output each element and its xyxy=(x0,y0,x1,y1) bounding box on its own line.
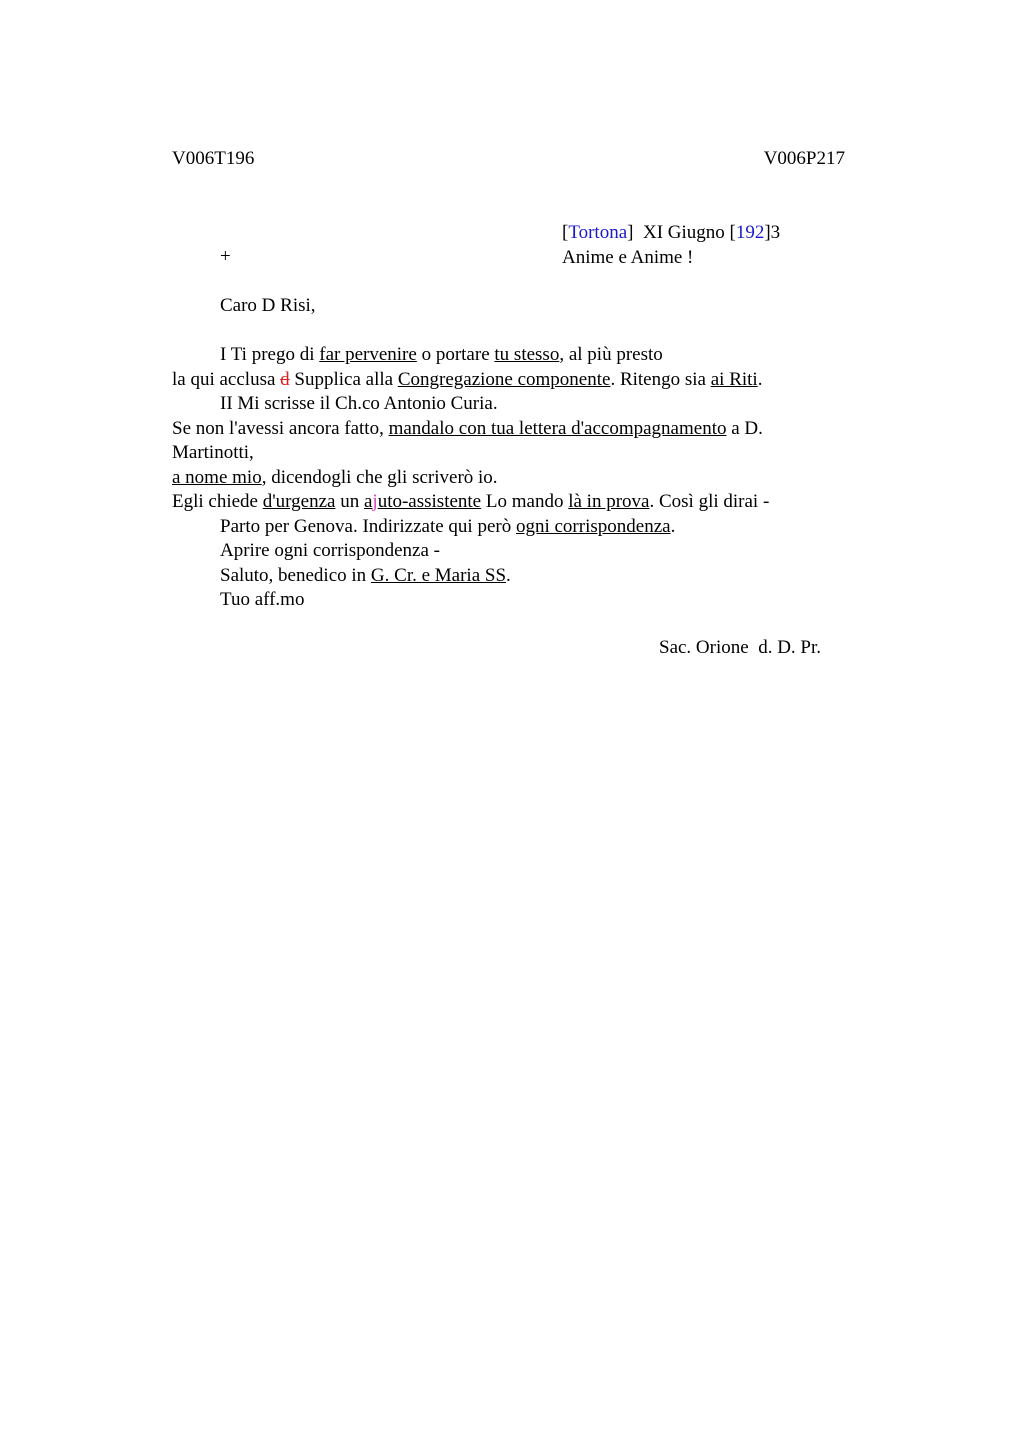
bracket-open: [ xyxy=(562,222,569,243)
year-editorial: 192 xyxy=(735,222,765,243)
body-line-5: Martinotti, xyxy=(172,442,254,463)
letter-body xyxy=(172,343,832,613)
body-line-6: a nome mio, dicendogli che gli scriverò io. xyxy=(172,466,498,488)
signature: Sac. Orione d. D. Pr. xyxy=(659,637,822,658)
body-line-3: II Mi scrisse il Ch.co Antonio Curia. xyxy=(220,393,498,414)
body-line-8: Parto per Genova. Indirizzate qui però ogni corrispondenza. xyxy=(220,515,676,537)
body-line-10: Saluto, benedico in G. Cr. e Maria SS. xyxy=(220,564,511,586)
year-end: ]3 xyxy=(764,222,781,243)
body-line-1: I Ti prego di far pervenire o portare tu stesso, al più presto xyxy=(220,344,663,365)
date-text: ] XI Giugno [ xyxy=(627,222,736,243)
document-code-right: V006P217 xyxy=(763,148,845,169)
place-name: Tortona xyxy=(568,222,628,243)
salutation: Caro D Risi, xyxy=(220,295,316,316)
body-line-9: Aprire ogni corrispondenza - xyxy=(220,540,441,561)
motto: Anime e Anime ! xyxy=(562,246,694,268)
body-line-4: Se non l'avessi ancora fatto, mandalo con tua lettera d'accompagnamento a D. xyxy=(172,417,763,439)
inserted-letter: j xyxy=(372,491,378,512)
dateline xyxy=(562,221,780,270)
cross-mark: + xyxy=(220,246,231,267)
body-line-2: la qui acclusa d Supplica alla Congregazione componente. Ritengo sia ai Riti. xyxy=(172,368,763,390)
closing: Tuo aff.mo xyxy=(220,589,305,610)
body-line-7: Egli chiede d'urgenza un ajuto-assistente Lo mando là in prova. Così gli dirai - xyxy=(172,491,770,512)
deleted-letter: d xyxy=(280,368,290,390)
document-code-left: V006T196 xyxy=(172,148,255,169)
